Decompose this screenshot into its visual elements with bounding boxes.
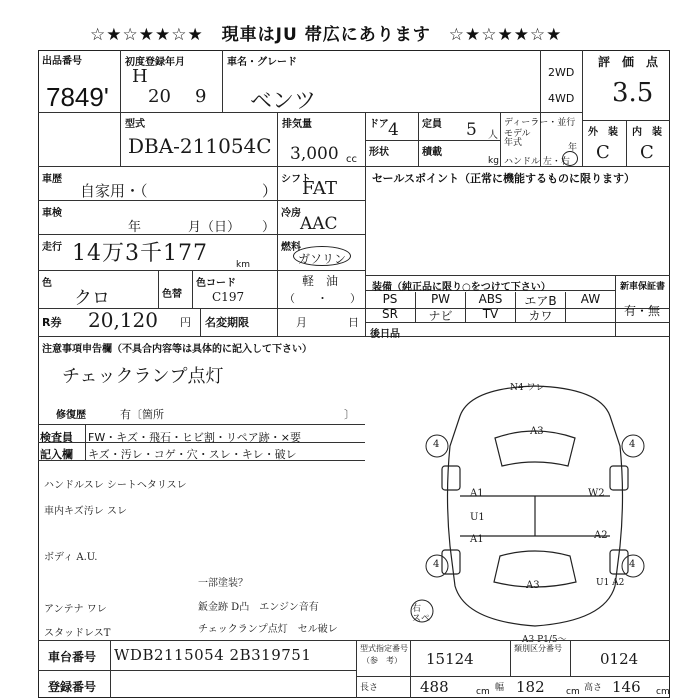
handwritten-note-7: スタッドレスT — [44, 628, 111, 639]
diagram-spare-tire: 右 スペ — [412, 604, 431, 624]
equipment-item: PW — [415, 292, 465, 307]
height-unit: cm — [656, 687, 670, 697]
repair-history-close: 〕 — [344, 408, 355, 421]
diagram-label-u1-a2: U1 A2 — [596, 578, 625, 588]
handwritten-note-6: 鈑金跡 D凸 エンジン音有 — [198, 602, 319, 613]
diagram-tire-rear-right: 4 — [629, 559, 636, 570]
notes2-label: 記入欄 — [40, 448, 73, 461]
diagram-tire-front-right: 4 — [629, 439, 636, 450]
handwritten-note-5: アンテナ ワレ — [44, 604, 107, 615]
diagram-tire-rear-left: 4 — [433, 559, 440, 570]
notes-label: 注意事項申告欄（不具合内容等は具体的に記入して下さい） — [42, 344, 312, 355]
interior-label: 内 装 — [632, 127, 662, 138]
drive-2wd: 2WD — [548, 66, 575, 79]
history-close: ） — [262, 182, 278, 200]
equipment-item: AW — [565, 292, 615, 307]
inspection-year: 年 — [128, 220, 142, 235]
lot-number-value: 7849' — [46, 82, 109, 112]
handle-label: ハンドル 左・右 — [504, 157, 570, 167]
history-value: 自家用・（ — [80, 182, 148, 200]
handwritten-note-8: チェックランプ点灯 セル破レ — [198, 624, 338, 635]
handwritten-note-1: ハンドルスレ シートヘタリスレ — [44, 480, 187, 491]
inspector-items: FW・キズ・飛石・ヒビ割・リペア跡・×要 — [88, 431, 301, 444]
history-label: 車歴 — [42, 174, 62, 185]
category-number-label: 類別区分番号 — [514, 644, 562, 653]
ac-label: 冷房 — [281, 208, 301, 219]
model-label: 型式 — [125, 119, 145, 130]
model-year-label: モデル年式 — [504, 129, 531, 148]
dealer-label: ディーラー・並行 — [504, 118, 576, 128]
name-change-deadline-label: 名変期限 — [205, 316, 249, 329]
type-designation-label: 型式指定番号 — [360, 644, 408, 653]
recycle-unit: 円 — [180, 316, 191, 329]
model-year-unit: 年 — [568, 143, 578, 153]
rating-label: 評 価 点 — [598, 55, 659, 69]
handwritten-note-2: 車内キズ汚レ スレ — [44, 506, 127, 517]
handwritten-note-4: 一部塗装？ — [198, 578, 248, 589]
fuel-label: 燃料 — [281, 242, 301, 253]
equipment-item: ABS — [465, 292, 515, 307]
width-value: 182 — [516, 678, 545, 696]
model-value: DBA-211054C — [128, 134, 272, 158]
color-value: クロ — [74, 288, 110, 309]
car-name-label: 車名・グレード — [227, 57, 297, 68]
first-registration-label: 初度登録年月 — [125, 57, 185, 68]
displacement-unit: cc — [346, 154, 357, 165]
color-code-label: 色コード — [196, 278, 236, 289]
handwritten-note-3: ボディ A.U. — [44, 552, 98, 563]
exterior-label: 外 装 — [588, 127, 618, 138]
inspection-label: 車検 — [42, 208, 62, 219]
capacity-value: 5 — [466, 120, 477, 140]
repair-history-value: 有〔箇所 — [120, 408, 164, 421]
handle-right-circle-mark — [562, 151, 578, 166]
length-label: 長さ — [360, 683, 379, 693]
fuel-diesel: 軽 油 — [302, 274, 339, 288]
width-unit: cm — [566, 687, 580, 697]
diagram-label-a3-front: A3 — [530, 426, 544, 437]
diagram-label-w2: W2 — [588, 488, 605, 499]
length-unit: cm — [476, 687, 490, 697]
warranty-value: 有・無 — [624, 304, 661, 318]
equipment-item: SR — [382, 307, 398, 321]
color-change-label: 色替 — [162, 289, 182, 300]
mileage-value: 14万3千177 — [72, 241, 208, 266]
diagram-label-u1-left: U1 — [470, 512, 485, 523]
car-damage-diagram — [400, 376, 670, 640]
capacity-unit: 人 — [488, 130, 498, 141]
header-banner: ☆★☆★★☆★ 現車はJU 帯広にあります ☆★☆★★☆★ — [90, 25, 563, 45]
notes-value: チェックランプ点灯 — [62, 366, 224, 387]
registration-number-label: 登録番号 — [48, 680, 97, 694]
fuel-gasoline-circle-mark — [293, 246, 351, 266]
shift-value: FAT — [302, 178, 337, 199]
name-change-day: 日 — [348, 316, 359, 329]
ac-value: AAC — [300, 214, 338, 234]
aftermarket-label: 後日品 — [370, 329, 400, 340]
color-label: 色 — [42, 278, 52, 289]
diagram-label-a3-p1: A3 P1/5〜 — [522, 635, 567, 645]
diagram-label-a2: A2 — [594, 530, 608, 541]
doors-value: 4 — [388, 120, 399, 140]
repair-history-label: 修復歴 — [56, 410, 86, 421]
warranty-label: 新車保証書 — [620, 282, 666, 292]
type-designation-ref: （参 考） — [362, 656, 402, 665]
diagram-label-a1-rear: A1 — [470, 534, 484, 545]
sales-point-label: セールスポイント（正常に機能するものに限ります） — [372, 172, 636, 185]
displacement-label: 排気量 — [282, 119, 312, 130]
diagram-label-a3-rear: A3 — [526, 580, 540, 591]
first-registration-year: 20 — [148, 86, 171, 107]
height-value: 146 — [612, 678, 641, 696]
equipment-item: カワ — [515, 307, 565, 322]
chassis-number-value: WDB2115054 2B319751 — [114, 646, 312, 664]
recycle-value: 20,120 — [88, 308, 158, 332]
interior-value: C — [640, 142, 654, 163]
color-code-value: C197 — [212, 290, 245, 304]
first-registration-era: H — [132, 66, 148, 87]
inspection-close: ） — [262, 220, 276, 235]
height-label: 高さ — [584, 683, 603, 693]
lot-number-label: 出品番号 — [42, 56, 82, 67]
equipment-item — [565, 307, 615, 322]
exterior-value: C — [596, 142, 610, 163]
equipment-label: 装備（純正品に限り○をつけて下さい） — [372, 282, 551, 293]
length-value: 488 — [420, 678, 449, 696]
chassis-number-label: 車台番号 — [48, 650, 97, 664]
inspection-month: 月（日） — [188, 220, 241, 235]
inspector-label: 検査員 — [40, 431, 73, 444]
equipment-item: PS — [382, 292, 398, 306]
type-designation-value: 15124 — [426, 650, 474, 668]
doors-label: ドア — [369, 119, 389, 130]
diagram-tire-front-left: 4 — [433, 439, 440, 450]
recycle-label: R券 — [42, 316, 62, 329]
drive-4wd: 4WD — [548, 92, 575, 105]
mileage-unit: km — [236, 260, 250, 270]
equipment-item: TV — [465, 307, 515, 322]
equipment-item: ナビ — [415, 307, 465, 322]
capacity-label: 定員 — [422, 119, 442, 130]
first-registration-month: 9 — [195, 86, 207, 107]
equipment-item: エアB — [515, 292, 565, 307]
load-unit: kg — [488, 156, 499, 166]
fuel-paren: （ ・ ） — [284, 292, 361, 305]
shape-label: 形状 — [369, 147, 389, 158]
load-label: 積載 — [422, 147, 442, 158]
fuel-gasoline: ガソリン — [298, 252, 347, 266]
rating-value: 3.5 — [612, 78, 654, 108]
width-label: 幅 — [495, 683, 505, 693]
diagram-label-a1-left: A1 — [470, 488, 484, 499]
category-number-value: 0124 — [600, 650, 639, 668]
notes2-items: キズ・汚レ・コゲ・穴・スレ・キレ・破レ — [88, 448, 297, 461]
mileage-label: 走行 — [42, 242, 62, 253]
diagram-label-n4: N4 ワレ — [510, 383, 545, 393]
car-name-value: ベンツ — [250, 89, 317, 114]
shift-label: シフト — [281, 174, 311, 185]
name-change-month: 月 — [296, 316, 307, 329]
displacement-value: 3,000 — [290, 144, 339, 164]
